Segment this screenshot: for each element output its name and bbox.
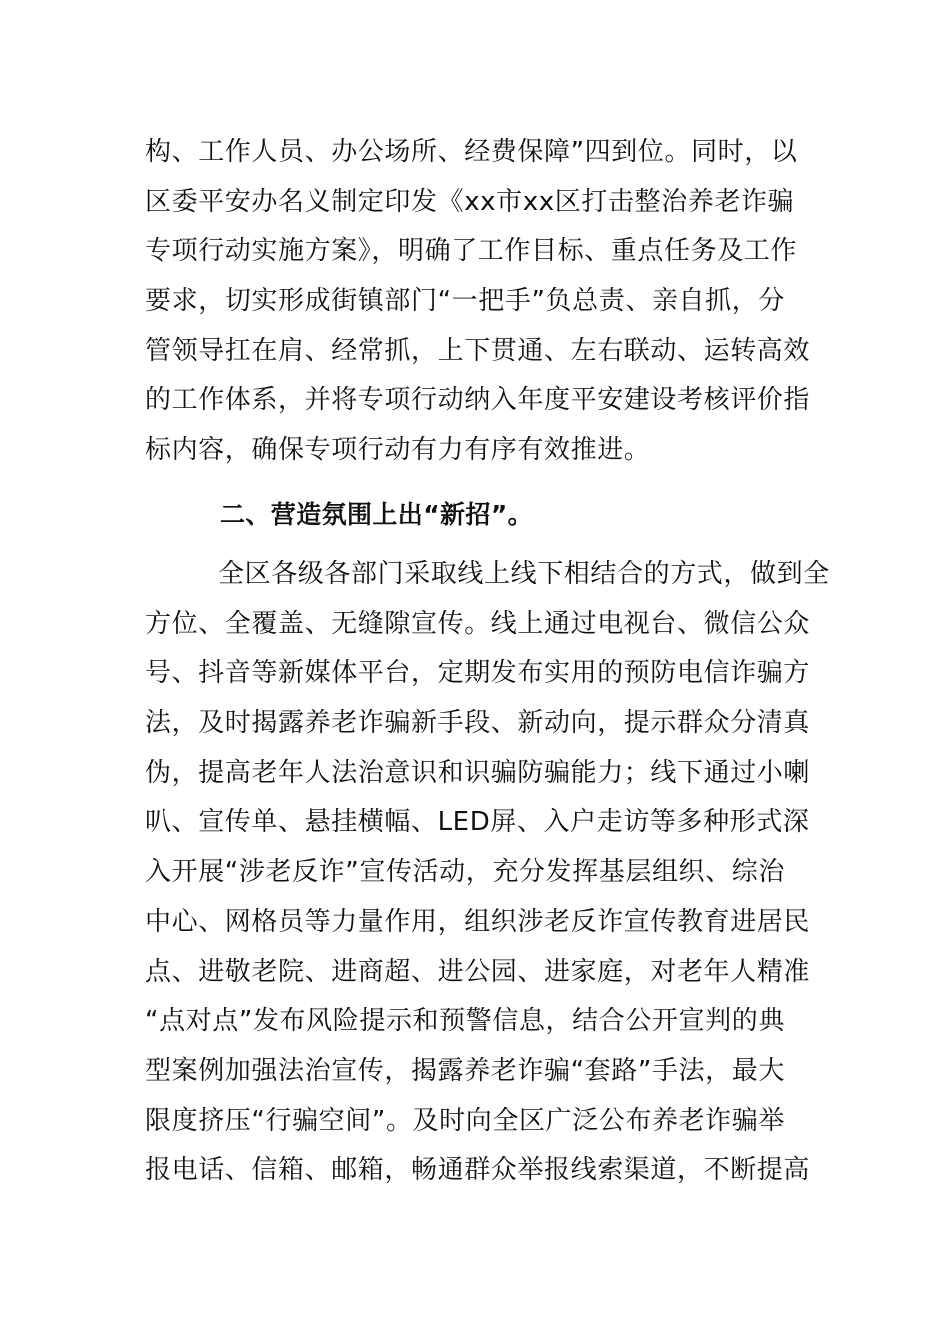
paragraph-2-line: 伪，提高老年人法治意识和识骗防骗能力；线下通过小喇 bbox=[145, 758, 811, 788]
paragraph-2-line: “点对点”发布风险提示和预警信息，结合公开宣判的典 bbox=[145, 1006, 785, 1036]
paragraph-1-line: 的工作体系，并将专项行动纳入年度平安建设考核评价指 bbox=[145, 385, 811, 415]
paragraph-2-line: 型案例加强法治宣传，揭露养老诈骗“套路”手法，最大 bbox=[145, 1056, 785, 1086]
paragraph-1-line: 构、工作人员、办公场所、经费保障”四到位。同时，以 bbox=[145, 137, 798, 167]
section-heading: 二、营造氛围上出“新招”。 bbox=[220, 500, 534, 529]
paragraph-1-line: 专项行动实施方案》，明确了工作目标、重点任务及工作 bbox=[145, 236, 798, 266]
paragraph-2-line: 入开展“涉老反诈”宣传活动，充分发挥基层组织、综治 bbox=[145, 857, 785, 887]
paragraph-2-line: 方位、全覆盖、无缝隙宣传。线上通过电视台、微信公众 bbox=[145, 609, 811, 639]
paragraph-1-line: 区委平安办名义制定印发《xx市xx区打击整治养老诈骗 bbox=[145, 187, 795, 217]
paragraph-2-line: 中心、网格员等力量作用，组织涉老反诈宣传教育进居民 bbox=[145, 907, 811, 937]
paragraph-2-line: 限度挤压“行骗空间”。及时向全区广泛公布养老诈骗举 bbox=[145, 1106, 785, 1136]
paragraph-1-line: 管领导扛在肩、经常抓，上下贯通、左右联动、运转高效 bbox=[145, 336, 811, 366]
paragraph-1-line: 标内容，确保专项行动有力有序有效推进。 bbox=[145, 435, 651, 465]
paragraph-1-line: 要求，切实形成街镇部门“一把手”负总责、亲自抓，分 bbox=[145, 286, 785, 316]
paragraph-2-line: 点、进敬老院、进商超、进公园、进家庭，对老年人精准 bbox=[145, 957, 811, 987]
paragraph-2-line: 报电话、信箱、邮箱，畅通群众举报线索渠道，不断提高 bbox=[145, 1155, 811, 1185]
paragraph-2-line: 叭、宣传单、悬挂横幅、LED屏、入户走访等多种形式深 bbox=[145, 807, 810, 837]
paragraph-2-line: 号、抖音等新媒体平台，定期发布实用的预防电信诈骗方 bbox=[145, 658, 811, 688]
paragraph-2-line: 全区各级各部门采取线上线下相结合的方式，做到全 bbox=[218, 559, 830, 589]
paragraph-2-line: 法，及时揭露养老诈骗新手段、新动向，提示群众分清真 bbox=[145, 708, 811, 738]
